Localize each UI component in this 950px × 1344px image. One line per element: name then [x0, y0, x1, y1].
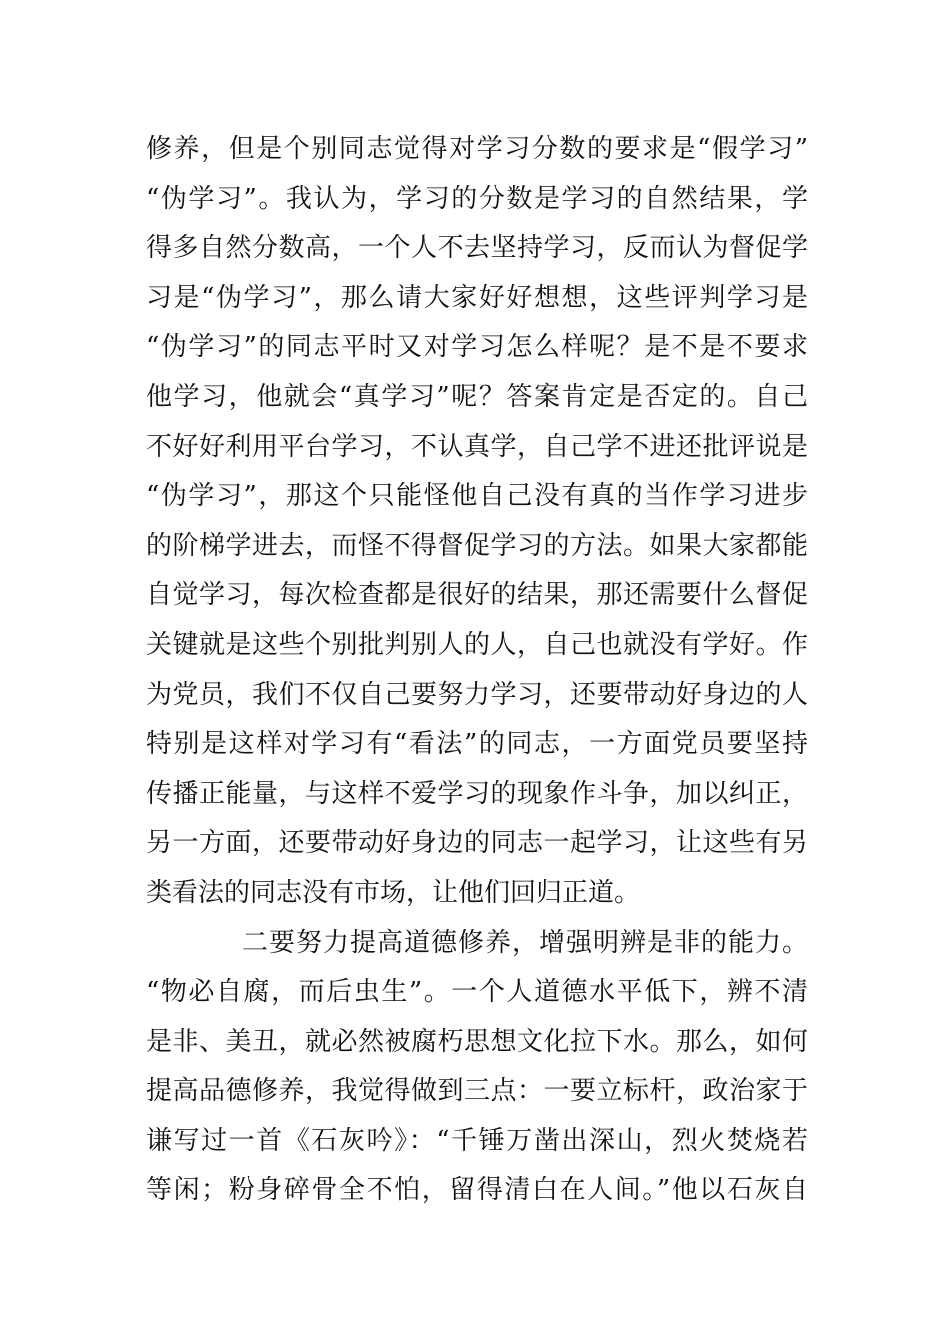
text-line: 特别是这样对学习有“看法”的同志，一方面党员要坚持	[146, 729, 808, 760]
text-line: 习是“伪学习”，那么请大家好好想想，这些评判学习是	[146, 282, 808, 313]
body-text	[146, 125, 808, 1216]
text-line: 自觉学习，每次检查都是很好的结果，那还需要什么督促	[146, 580, 808, 611]
text-line: “伪学习”，那这个只能怪他自己没有真的当作学习进步	[146, 481, 808, 512]
text-line: 传播正能量，与这样不爱学习的现象作斗争，加以纠正，	[146, 778, 808, 809]
text-line: “伪学习”。我认为，学习的分数是学习的自然结果，学	[146, 183, 808, 214]
text-line: 提高品德修养，我觉得做到三点：一要立标杆，政治家于	[146, 1076, 808, 1107]
text-line: 不好好利用平台学习，不认真学，自己学不进还批评说是	[146, 431, 808, 462]
text-line: 他学习，他就会“真学习”呢？答案肯定是否定的。自己	[146, 381, 808, 412]
text-line: 修养，但是个别同志觉得对学习分数的要求是“假学习”	[146, 134, 808, 164]
text-line: 得多自然分数高，一个人不去坚持学习，反而认为督促学	[146, 233, 808, 264]
text-line: 另一方面，还要带动好身边的同志一起学习，让这些有另	[146, 828, 808, 859]
text-line: 谦写过一首《石灰吟》：“千锤万凿出深山，烈火焚烧若	[146, 1125, 808, 1156]
text-line: 为党员，我们不仅自己要努力学习，还要带动好身边的人	[146, 679, 808, 710]
text-line: “物必自腐，而后虫生”。一个人道德水平低下，辨不清	[146, 977, 808, 1008]
text-line: 的阶梯学进去，而怪不得督促学习的方法。如果大家都能	[146, 530, 808, 561]
text-line: “伪学习”的同志平时又对学习怎么样呢？是不是不要求	[146, 332, 808, 363]
paragraph-end-line: 类看法的同志没有市场，让他们回归正道。	[146, 877, 641, 908]
text-line: 等闲；粉身碎骨全不怕，留得清白在人间。”他以石灰自	[146, 1175, 808, 1206]
paragraph-start-line: 二要努力提高道德修养，增强明辨是非的能力。	[242, 927, 808, 958]
text-line: 关键就是这些个别批判别人的人，自己也就没有学好。作	[146, 629, 808, 660]
text-line: 是非、美丑，就必然被腐朽思想文化拉下水。那么，如何	[146, 1026, 808, 1057]
